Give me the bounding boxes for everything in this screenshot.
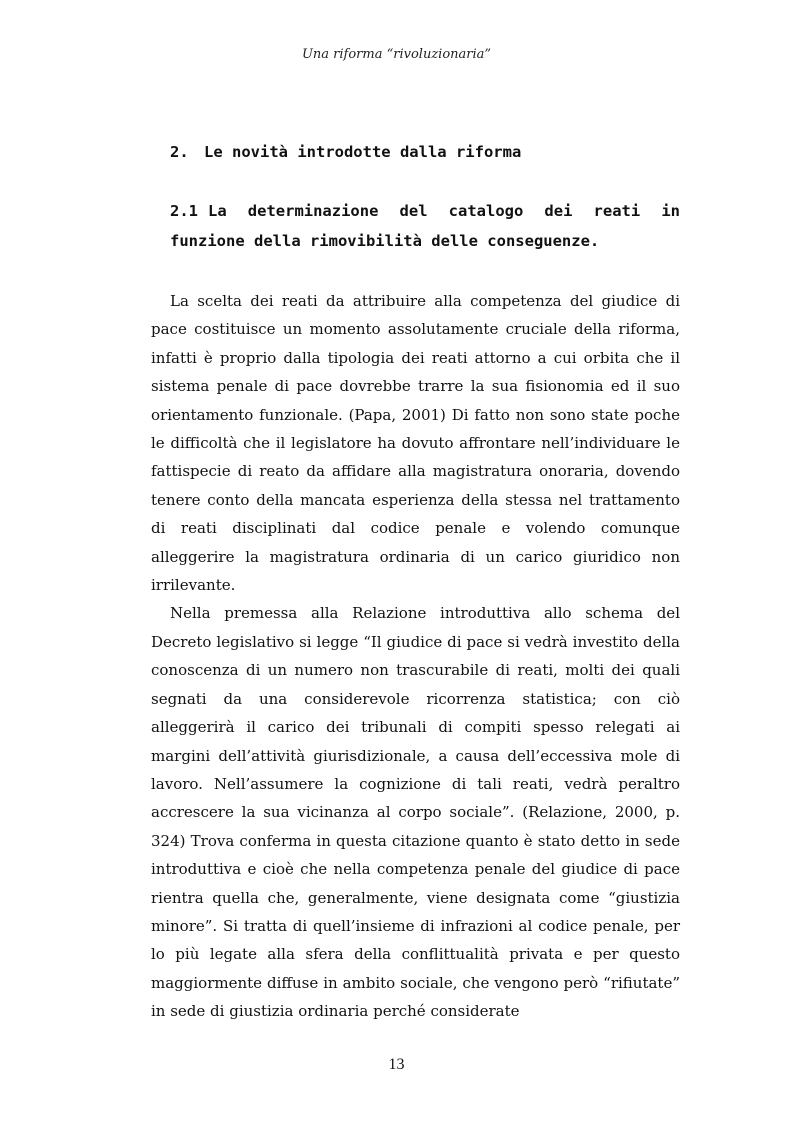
body-paragraph: Nella premessa alla Relazione introduttiva allo schema del Decreto legislativo si legge “Il giudice di pace si vedrà investito della conoscenza di un numero non trascurabile di reati, molti dei quali segnati da una considerevole ricorrenza statistica; con ciò alleggerirà il carico dei tribunali di compiti spesso relegati ai margini dell’attività giurisdizionale, a causa dell’eccessiva mole di lavoro. Nell’assumere la cognizione di tali reati, vedrà peraltro accrescere la sua vicinanza al corpo sociale”. (Relazione, 2000, p. 324) Trova conferma in questa citazione quanto è stato detto in sede introduttiva e cioè che nella competenza penale del giudice di pace rientra quella che, generalmente, viene designata come “giustizia minore”. Si tratta di quell’insieme di infrazioni al codice penale, per lo più legate alla sfera della conflittualità privata e per questo maggiormente diffuse in ambito sociale, che vengono però “rifiutate” in sede di giustizia ordinaria perché considerate (151, 604, 680, 1021)
section-title: Le novità introdotte dalla riforma (204, 143, 522, 161)
subsection-title: La determinazione del catalogo dei reati in funzione della rimovibilità delle conseguenze. (170, 202, 680, 250)
running-header: Una riforma “rivoluzionaria” (301, 47, 492, 62)
page-number: 13 (388, 1056, 405, 1073)
section-heading (151, 140, 680, 164)
section-number: 2. (170, 143, 189, 161)
page-content (151, 140, 680, 1026)
body-paragraph: La scelta dei reati da attribuire alla competenza del giudice di pace costituisce un momento assolutamente cruciale della riforma, infatti è proprio dalla tipologia dei reati attorno a cui orbita che il sistema penale di pace dovrebbe trarre la sua fisionomia ed il suo orientamento funzionale. (Papa, 2001) Di fatto non sono state poche le difficoltà che il legislatore ha dovuto affrontare nell’individuare le fattispecie di reato da affidare alla magistratura onoraria, dovendo tenere conto della mancata esperienza della stessa nel trattamento di reati disciplinati dal codice penale e volendo comunque alleggerire la magistratura ordinaria di un carico giuridico non irrilevante. (151, 292, 680, 595)
subsection-number: 2.1 (170, 202, 198, 220)
subsection-heading (151, 196, 680, 256)
